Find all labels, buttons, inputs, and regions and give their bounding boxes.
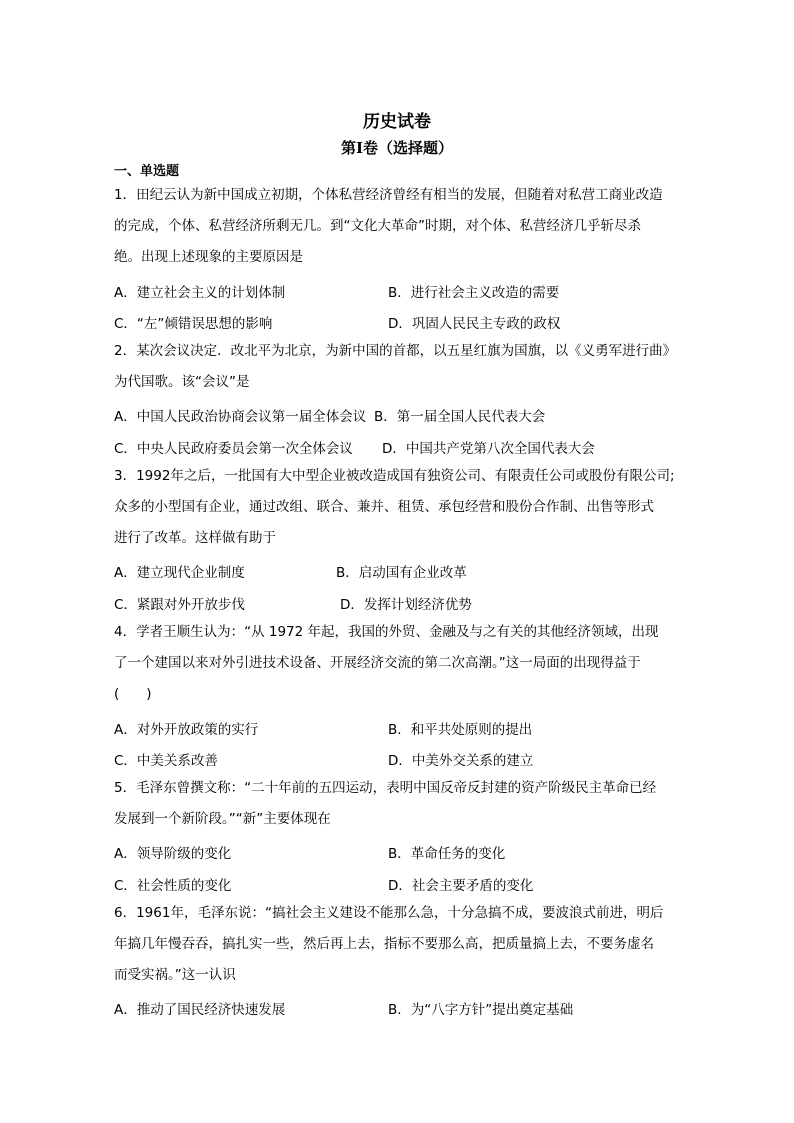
- question-line: 的完成，个体、私营经济所剩无几。到“文化大革命”时期，对个体、私营经济几乎斩尽杀: [114, 218, 641, 234]
- question-line: ( ): [114, 686, 152, 702]
- q2-option-d: D．中国共产党第八次全国代表大会: [382, 441, 595, 457]
- section-heading: 一、单选题: [114, 164, 180, 179]
- q3-option-a: A．建立现代企业制度: [114, 565, 245, 581]
- q5-option-b: B．革命任务的变化: [388, 846, 506, 862]
- q4-option-d: D．中美外交关系的建立: [388, 753, 534, 769]
- q1-option-b: B．进行社会主义改造的需要: [388, 285, 560, 301]
- question-6: [114, 898, 682, 991]
- question-line: 进行了改革。这样做有助于: [114, 530, 276, 546]
- q5-option-a: A．领导阶级的变化: [114, 846, 232, 862]
- q6-option-a: A．推动了国民经济快速发展: [114, 1002, 286, 1018]
- q4-option-b: B．和平共处原则的提出: [388, 722, 533, 738]
- q3-option-c: C．紧跟对外开放步伐: [114, 597, 245, 613]
- question-line: 为代国歌。该“会议”是: [114, 374, 250, 390]
- q3-option-d: D．发挥计划经济优势: [340, 597, 472, 613]
- question-1: [114, 180, 682, 273]
- question-line: 发展到一个新阶段。”“新”主要体现在: [114, 811, 331, 827]
- question-line: 4．学者王顺生认为：“从 1972 年起，我国的外贸、金融及与之有关的其他经济领域，出现: [114, 624, 659, 640]
- question-3: [114, 461, 682, 554]
- q1-option-c: C．“左”倾错误思想的影响: [114, 316, 273, 332]
- question-line: 众多的小型国有企业，通过改组、联合、兼并、租赁、承包经营和股份合作制、出售等形式: [114, 499, 654, 515]
- q1-option-d: D．巩固人民民主专政的政权: [388, 316, 561, 332]
- question-line: 绝。出现上述现象的主要原因是: [114, 249, 303, 265]
- q5-option-d: D．社会主要矛盾的变化: [388, 878, 534, 894]
- q2-option-a: A．中国人民政治协商会议第一届全体会议: [114, 409, 367, 425]
- question-line: 年搞几年慢吞吞，搞扎实一些，然后再上去，指标不要那么高，把质量搞上去，不要务虚名: [114, 936, 654, 952]
- question-line: 3．1992年之后，一批国有大中型企业被改造成国有独资公司、有限责任公司或股份有限公司;: [114, 468, 675, 484]
- q5-option-c: C．社会性质的变化: [114, 878, 232, 894]
- q4-option-c: C．中美关系改善: [114, 753, 218, 769]
- q3-option-b: B．启动国有企业改革: [336, 565, 467, 581]
- question-line: 6．1961年，毛泽东说：“搞社会主义建设不能那么急，十分急搞不成，要波浪式前进，明后: [114, 905, 664, 921]
- question-line: 2．某次会议决定．改北平为北京，为新中国的首都，以五星红旗为国旗，以《义勇军进行曲》: [114, 343, 677, 359]
- question-line: 了一个建国以来对外引进技术设备、开展经济交流的第二次高潮。”这一局面的出现得益于: [114, 655, 641, 671]
- page-subtitle: 第Ⅰ卷（选择题）: [340, 139, 454, 157]
- question-2: [114, 336, 682, 398]
- question-line: 1．田纪云认为新中国成立初期，个体私营经济曾经有相当的发展，但随着对私营工商业改造: [114, 187, 663, 203]
- q6-option-b: B．为“八字方针”提出奠定基础: [388, 1002, 574, 1018]
- question-line: 5．毛泽东曾撰文称：“二十年前的五四运动，表明中国反帝反封建的资产阶级民主革命已经: [114, 780, 657, 796]
- page-title: 历史试卷: [363, 112, 431, 132]
- question-4: [114, 617, 682, 710]
- q4-option-a: A．对外开放政策的实行: [114, 722, 259, 738]
- question-line: 而受实祸。”这一认识: [114, 967, 236, 983]
- q1-option-a: A．建立社会主义的计划体制: [114, 285, 286, 301]
- q2-option-b: B．第一届全国人民代表大会: [374, 409, 546, 425]
- q2-option-c: C．中央人民政府委员会第一次全体会议: [114, 441, 353, 457]
- question-5: [114, 773, 682, 835]
